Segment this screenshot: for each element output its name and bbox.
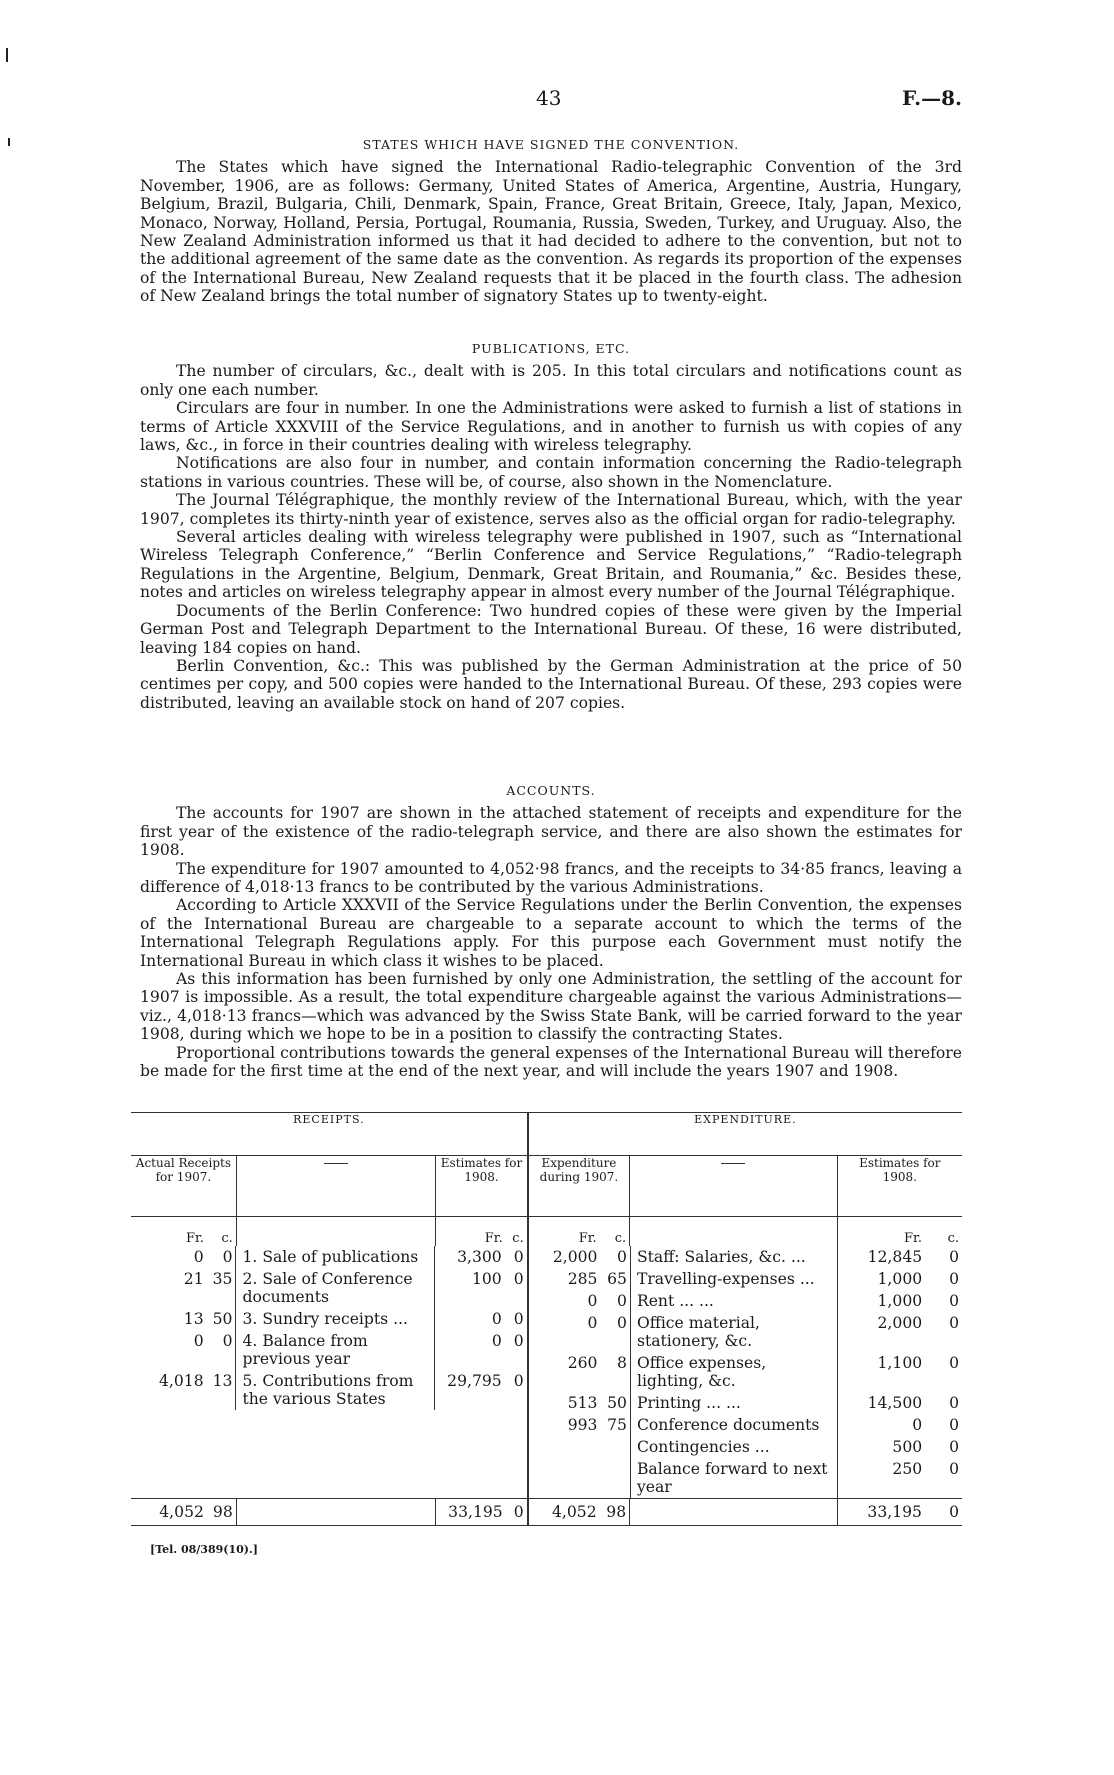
unit-row	[131, 1217, 962, 1247]
receipts-title: RECEIPTS.	[131, 1113, 528, 1156]
scan-mark	[8, 138, 10, 146]
receipt-estimate-c: 0	[513, 1270, 524, 1288]
expenditure-amount-c: 8	[600, 1352, 630, 1392]
total-est-r-c: 0	[506, 1499, 528, 1526]
expenditure-row	[529, 1352, 962, 1392]
total-actual-c: 98	[207, 1499, 236, 1526]
col-actual-receipts: Actual Receipts for 1907.	[131, 1156, 236, 1217]
total-exp-c: 98	[600, 1499, 630, 1526]
expenditure-amount-fr: 0	[587, 1314, 598, 1332]
expenditure-amount-fr: 0	[587, 1292, 598, 1310]
expenditure-item: Balance forward to next year	[630, 1458, 837, 1498]
receipt-estimate-fr: 0	[491, 1310, 502, 1328]
receipt-estimate-fr: 100	[471, 1270, 502, 1288]
receipt-estimate-fr: 3,300	[457, 1248, 502, 1266]
expenditure-item: Contingencies ...	[630, 1436, 837, 1458]
expenditure-estimate-c: 0	[949, 1438, 959, 1456]
document-reference: F.—8.	[901, 86, 962, 110]
paragraph: The accounts for 1907 are shown in the attached statement of receipts and expenditure for the first year of the existence of the radio-telegraph service, and there are also shown the estimates for 1908.	[140, 804, 962, 860]
receipt-item: 4. Balance from previous year	[236, 1330, 435, 1370]
expenditure-row	[529, 1392, 962, 1414]
receipt-item: 3. Sundry receipts ...	[236, 1308, 435, 1330]
expenditure-estimate-fr: 14,500	[867, 1394, 923, 1412]
expenditure-estimate-c: 0	[949, 1292, 959, 1310]
receipt-amount-fr: 4,018	[158, 1372, 204, 1390]
total-exp-fr: 4,052	[528, 1499, 600, 1526]
expenditure-amount-c: 65	[600, 1268, 630, 1290]
expenditure-estimate-c: 0	[949, 1248, 959, 1266]
receipt-amount-fr: 0	[193, 1248, 204, 1266]
expenditure-estimate-c: 0	[949, 1314, 959, 1332]
col-expenditure-items	[630, 1156, 837, 1217]
receipt-row	[131, 1330, 527, 1370]
expenditure-amount-fr: 513	[567, 1394, 598, 1412]
receipt-amount-fr: 0	[193, 1332, 204, 1350]
expenditure-row	[529, 1246, 962, 1268]
unit-label: Fr.	[185, 1231, 204, 1246]
expenditure-estimate-c: 0	[949, 1270, 959, 1288]
unit-label: Fr.	[484, 1231, 503, 1246]
expenditure-amount-c: 0	[600, 1290, 630, 1312]
expenditure-estimate-fr: 250	[892, 1460, 923, 1478]
receipt-amount-c: 50	[207, 1308, 236, 1330]
total-actual-fr: 4,052	[131, 1499, 207, 1526]
expenditure-row	[529, 1312, 962, 1352]
col-receipt-estimates: Estimates for 1908.	[436, 1156, 528, 1217]
page-header	[140, 86, 962, 116]
receipt-estimate-c: 0	[513, 1332, 524, 1350]
expenditure-amount-c: 0	[600, 1246, 630, 1268]
expenditure-amount-c: 0	[600, 1312, 630, 1352]
expenditure-row	[529, 1458, 962, 1498]
expenditure-row	[529, 1414, 962, 1436]
expenditure-amount-fr	[529, 1436, 601, 1458]
unit-label: c.	[600, 1217, 630, 1247]
expenditure-row	[529, 1268, 962, 1290]
total-est-r-fr: 33,195	[436, 1499, 506, 1526]
expenditure-item: Office expenses, lighting, &c.	[630, 1352, 837, 1392]
section-publications	[140, 340, 962, 712]
receipt-estimate-c: 0	[513, 1248, 524, 1266]
receipt-estimate-c: 0	[513, 1310, 524, 1328]
expenditure-estimate-fr: 1,100	[877, 1354, 923, 1372]
expenditure-estimate-c: 0	[949, 1354, 959, 1372]
expenditure-estimate-fr: 500	[892, 1438, 923, 1456]
section-states	[140, 136, 962, 306]
total-est-e-c: 0	[925, 1499, 962, 1526]
unit-label: Fr.	[578, 1231, 597, 1246]
page-number: 43	[536, 86, 562, 110]
col-expenditure-1907: Expenditure during 1907.	[528, 1156, 630, 1217]
col-expenditure-estimates: Estimates for 1908.	[837, 1156, 962, 1217]
paragraph: As this information has been furnished by only one Administration, the settling of the account for 1907 is impossible. As a result, the total expenditure chargeable against the various Administrations—viz., 4,018·13 francs—which was advanced by the Swiss State Bank, will be carried forward to the year 1908, during which we hope to be in a position to classify the contracting States.	[140, 970, 962, 1044]
unit-label: c.	[207, 1217, 236, 1247]
paragraph: According to Article XXXVII of the Service Regulations under the Berlin Convention, the expenses of the International Bureau are chargeable to a separate account to which the terms of the International Telegraph Regulations apply. For this purpose each Government must notify the International Bureau in which class it wishes to be placed.	[140, 896, 962, 970]
expenditure-estimate-fr: 12,845	[867, 1248, 923, 1266]
receipt-item: 2. Sale of Conference documents	[236, 1268, 435, 1308]
expenditure-amount-fr: 260	[567, 1354, 598, 1372]
expenditure-amount-fr: 285	[567, 1270, 598, 1288]
paragraph: Documents of the Berlin Conference: Two hundred copies of these were given by the Imperial German Post and Telegraph Department to the International Bureau. Of these, 16 were distributed, leaving 184 copies on hand.	[140, 601, 962, 657]
expenditure-estimate-c: 0	[949, 1394, 959, 1412]
expenditure-item: Printing ... ...	[630, 1392, 837, 1414]
receipt-amount-c: 13	[207, 1370, 236, 1410]
scan-mark	[6, 48, 8, 62]
expenditure-estimate-fr: 2,000	[877, 1314, 923, 1332]
section-heading: PUBLICATIONS, ETC.	[471, 341, 631, 356]
paragraph: The States which have signed the International Radio-telegraphic Convention of the 3rd November, 1906, are as follows: Germany, United States of America, Argentine, Austria, Hungary, Belgium, Brazil, Bulgaria, Chili, Denmark, Spain, France, Great Britain, Greece, Italy, Japan, Mexico, Monaco, Norway, Holland, Persia, Portugal, Roumania, Russia, Sweden, Turkey, and Uruguay. Also, the New Zealand Administration informed us that it had decided to adhere to the convention, but not to the additional agreement of the same date as the convention. As regards its proportion of the expenses of the International Bureau, New Zealand requests that it be placed in the fourth class. The adhesion of New Zealand brings the total number of signatory States up to twenty-eight.	[140, 158, 962, 306]
paragraph: Notifications are also four in number, and contain information concerning the Radio-telegraph stations in various countries. These will be, of course, also shown in the Nomenclature.	[140, 454, 962, 491]
paragraph: Proportional contributions towards the general expenses of the International Bureau will therefore be made for the first time at the end of the next year, and will include the years 1907 and 1908.	[140, 1043, 962, 1081]
receipt-estimate-c: 0	[513, 1372, 524, 1390]
receipt-amount-c: 0	[207, 1246, 236, 1268]
paragraph: The number of circulars, &c., dealt with is 205. In this total circulars and notifications count as only one each number.	[140, 362, 962, 399]
receipt-item: 1. Sale of publications	[236, 1246, 435, 1268]
expenditure-amount-c: 50	[600, 1392, 630, 1414]
accounts-table	[131, 1112, 962, 1526]
paragraph: Berlin Convention, &c.: This was published by the German Administration at the price of 50 centimes per copy, and 500 copies were handed to the International Bureau. Of these, 293 copies were distributed, leaving an available stock on hand of 207 copies.	[140, 656, 962, 712]
section-heading: ACCOUNTS.	[506, 783, 596, 798]
paragraph: Several articles dealing with wireless telegraphy were published in 1907, such as “International Wireless Telegraph Conference,” “Berlin Conference and Service Regulations,” “Radio-telegraph Regulations in the Argentine, Belgium, Denmark, Great Britain, and Roumania,” &c. Besides these, notes and articles on wireless telegraphy appear in almost every number of the Journal Télégraphique.	[140, 528, 962, 602]
expenditure-estimate-fr: 1,000	[877, 1270, 923, 1288]
receipt-estimate-fr: 0	[491, 1332, 502, 1350]
receipt-amount-c: 35	[207, 1268, 236, 1308]
expenditure-amount-c	[600, 1458, 630, 1498]
print-reference: [Tel. 08/389(10).]	[150, 1543, 259, 1556]
paragraph: The expenditure for 1907 amounted to 4,052·98 francs, and the receipts to 34·85 francs, leaving a difference of 4,018·13 francs to be contributed by the various Administrations.	[140, 859, 962, 897]
paragraph: The Journal Télégraphique, the monthly review of the International Bureau, which, with the year 1907, completes its thirty-ninth year of existence, serves also as the official organ for radio-telegraphy.	[140, 491, 962, 528]
expenditure-item: Staff: Salaries, &c. ...	[630, 1246, 837, 1268]
expenditure-estimate-c: 0	[949, 1416, 959, 1434]
col-receipt-items	[236, 1156, 436, 1217]
unit-label: Fr.	[904, 1231, 922, 1246]
expenditure-item: Conference documents	[630, 1414, 837, 1436]
paragraph: Circulars are four in number. In one the Administrations were asked to furnish a list of stations in terms of Article XXXVIII of the Service Regulations, and in another to furnish us with copies of any laws, &c., in force in their countries dealing with wireless telegraphy.	[140, 399, 962, 455]
expenditure-amount-fr: 2,000	[552, 1248, 598, 1266]
section-accounts	[140, 782, 962, 1081]
expenditure-amount-fr	[529, 1458, 601, 1498]
expenditure-item: Rent ... ...	[630, 1290, 837, 1312]
section-heading: STATES WHICH HAVE SIGNED THE CONVENTION.	[362, 137, 740, 152]
expenditure-item: Travelling-expenses ...	[630, 1268, 837, 1290]
receipt-row	[131, 1370, 527, 1410]
expenditure-amount-c: 75	[600, 1414, 630, 1436]
unit-label: c.	[947, 1231, 959, 1246]
receipt-amount-fr: 13	[183, 1310, 204, 1328]
receipt-row	[131, 1308, 527, 1330]
expenditure-amount-c	[600, 1436, 630, 1458]
expenditure-amount-fr: 993	[567, 1416, 598, 1434]
expenditure-estimate-c: 0	[949, 1460, 959, 1478]
expenditure-item: Office material, stationery, &c.	[630, 1312, 837, 1352]
receipt-estimate-fr: 29,795	[447, 1372, 502, 1390]
receipt-row	[131, 1246, 527, 1268]
expenditure-row	[529, 1436, 962, 1458]
total-est-e-fr: 33,195	[837, 1499, 925, 1526]
expenditure-estimate-fr: 0	[912, 1416, 923, 1434]
receipt-amount-fr: 21	[183, 1270, 204, 1288]
unit-label: c.	[506, 1217, 528, 1247]
receipt-row	[131, 1268, 527, 1308]
expenditure-title: EXPENDITURE.	[528, 1113, 962, 1156]
receipt-item: 5. Contributions from the various States	[236, 1370, 435, 1410]
receipt-amount-c: 0	[207, 1330, 236, 1370]
expenditure-row	[529, 1290, 962, 1312]
totals-row	[131, 1499, 962, 1526]
expenditure-estimate-fr: 1,000	[877, 1292, 923, 1310]
